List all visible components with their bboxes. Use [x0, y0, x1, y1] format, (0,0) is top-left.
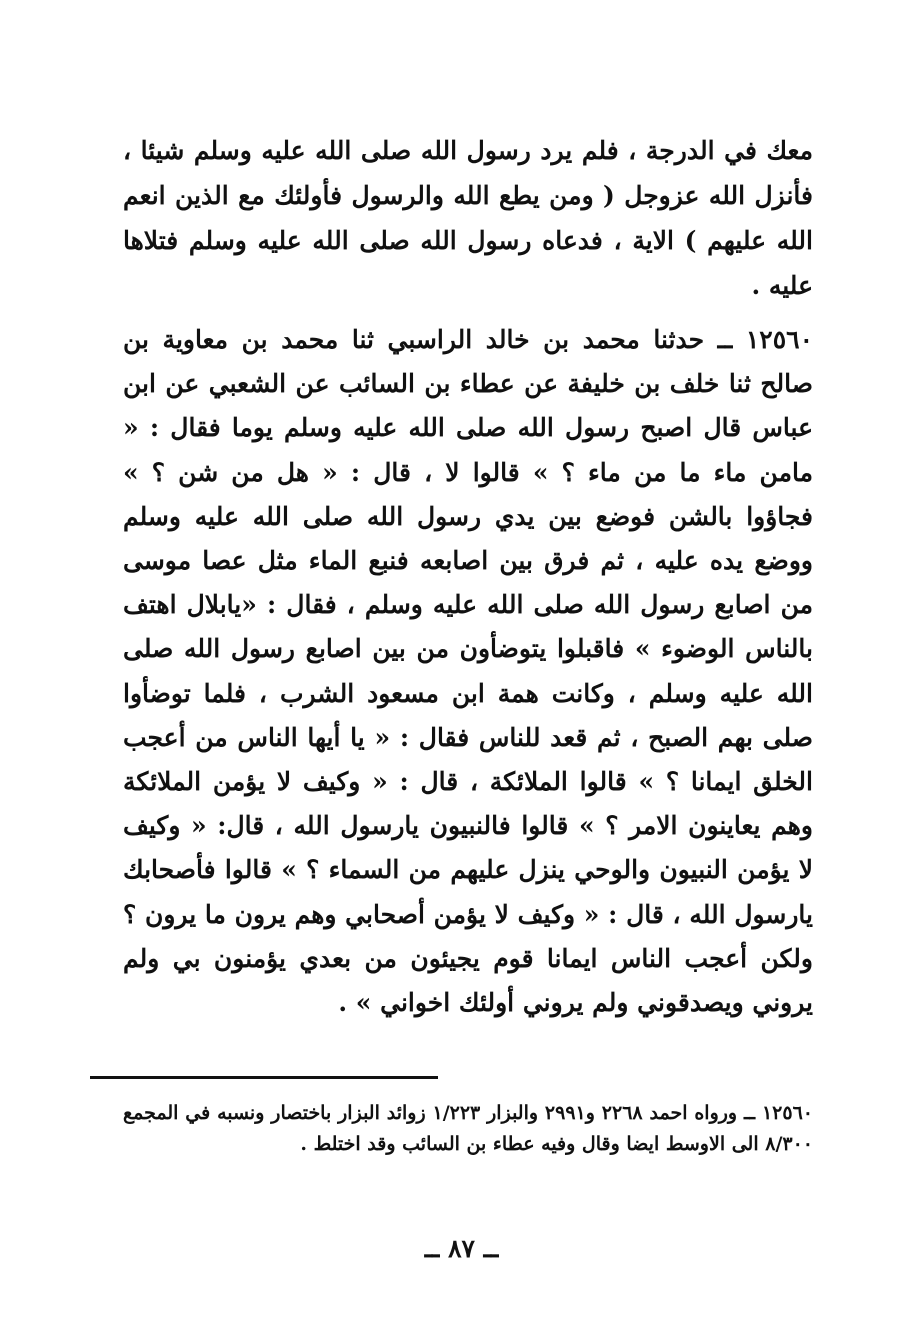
hadith-paragraph: ١٢٥٦٠ ــ حدثنا محمد بن خالد الراسبي ثنا محمد بن معاوية بن صالح ثنا خلف بن خليفة عن عطاء بن السائب عن الشعبي عن ابن عباس قال اصبح رسول الله صلى الله عليه وسلم يوما فقال : « مامن ماء ما من ماء ؟ » قالوا لا ، قال : « هل من شن ؟ » فجاؤوا بالشن فوضع بين يدي رسول الله صلى الله عليه وسلم ووضع يده عليه ، ثم فرق بين اصابعه فنبع الماء مثل عصا موسى من اصابع رسول الله صلى الله عليه وسلم ، فقال : «يابلال اهتف بالناس الوضوء » فاقبلوا يتوضأون من بين اصابع رسول الله صلى الله عليه وسلم ، وكانت همة ابن مسعود الشرب ، فلما توضأوا صلى بهم الصبح ، ثم قعد للناس فقال : « يا أيها الناس من أعجب الخلق ايمانا ؟ » قالوا الملائكة ، قال : « وكيف لا يؤمن الملائكة وهم يعاينون الامر ؟ » قالوا فالنبيون يارسول الله ، قال: « وكيف لا يؤمن النبيون والوحي ينزل عليهم من السماء ؟ » قالوا فأصحابك يارسول الله ، قال : « وكيف لا يؤمن أصحابي وهم يرون ما يرون ؟ ولكن أعجب الناس ايمانا قوم يجيئون من بعدي يؤمنون بي ولم يروني ويصدقوني ولم يروني أولئك اخواني » .	[123, 325, 814, 1018]
footnote-divider	[90, 1076, 438, 1079]
page-number: ــ ٨٧ ــ	[424, 1234, 499, 1263]
intro-paragraph: معك في الدرجة ، فلم يرد رسول الله صلى الله عليه وسلم شيئا ، فأنزل الله عزوجل ( ومن يطع الله والرسول فأولئك مع الذين انعم الله عليهم ) الاية ، فدعاه رسول الله صلى الله عليه وسلم فتلاها عليه .	[123, 136, 813, 300]
footnote-paragraph: ١٢٥٦٠ ــ ورواه احمد ٢٢٦٨ و٢٩٩١ والبزار ١/٢٢٣ زوائد البزار باختصار ونسبه في المجمع ٨/٣٠٠ الى الاوسط ايضا وقال وفيه عطاء بن السائب وقد اختلط .	[123, 1102, 813, 1155]
